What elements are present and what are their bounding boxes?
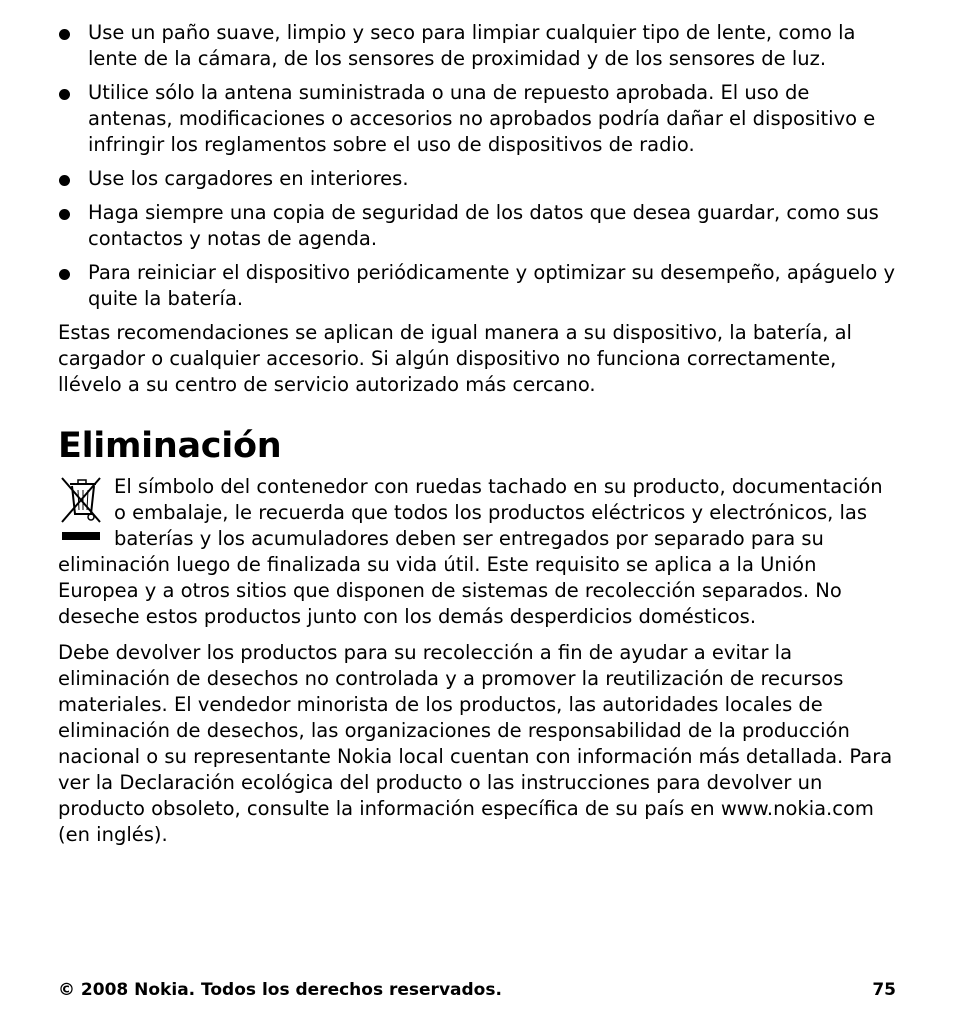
recommendations-paragraph: Estas recomendaciones se aplican de igual manera a su dispositivo, la batería, al cargador o cualquier accesorio. Si algún dispositivo no funciona correctamente, llévelo a su centro de servicio autorizado más cercano. bbox=[58, 321, 852, 396]
list-item bbox=[58, 80, 898, 158]
section-heading: Eliminación bbox=[58, 426, 282, 466]
page-number: 75 bbox=[872, 980, 896, 1000]
bullet-icon bbox=[59, 209, 70, 220]
list-item bbox=[58, 166, 898, 192]
crossed-out-wheeled-bin-icon bbox=[58, 476, 102, 550]
care-tips-list bbox=[58, 20, 898, 312]
list-item-text: Para reiniciar el dispositivo periódicamente y optimizar su desempeño, apáguelo y quite la batería. bbox=[88, 261, 895, 310]
list-item bbox=[58, 260, 898, 312]
bullet-icon bbox=[59, 29, 70, 40]
list-item-text: Utilice sólo la antena suministrada o una de repuesto aprobada. El uso de antenas, modificaciones o accesorios no aprobados podría dañar el dispositivo e infringir los reglamentos sobre el uso de dispositivos de radio. bbox=[88, 81, 876, 156]
weee-paragraph-block bbox=[58, 474, 898, 630]
bullet-icon bbox=[59, 269, 70, 280]
copyright-text: © 2008 Nokia. Todos los derechos reservados. bbox=[58, 980, 502, 1000]
list-item-text: Use los cargadores en interiores. bbox=[88, 167, 409, 190]
page-content bbox=[58, 20, 898, 858]
bullet-icon bbox=[59, 175, 70, 186]
bullet-icon bbox=[59, 89, 70, 100]
return-paragraph: Debe devolver los productos para su recolección a fin de ayudar a evitar la eliminación de desechos no controlada y a promover la reutilización de recursos materiales. El vendedor minorista de los productos, las autoridades locales de eliminación de desechos, las organizaciones de responsabilidad de la producción nacional o su representante Nokia local cuentan con información más detallada. Para ver la Declaración ecológica del producto o las instrucciones para devolver un producto obsoleto, consulte la información específica de su país en www.nokia.com (en inglés). bbox=[58, 641, 893, 846]
list-item-text: Use un paño suave, limpio y seco para limpiar cualquier tipo de lente, como la lente de la cámara, de los sensores de proximidad y de los sensores de luz. bbox=[88, 21, 856, 70]
list-item bbox=[58, 200, 898, 252]
weee-paragraph-text: El símbolo del contenedor con ruedas tachado en su producto, documentación o embalaje, le recuerda que todos los productos eléctricos y electrónicos, las baterías y los acumuladores deben ser entregados por separado para su eliminación luego de finalizada su vida útil. Este requisito se aplica a la Unión Europea y a otros sitios que disponen de sistemas de recolección separados. No deseche estos productos junto con los demás desperdicios domésticos. bbox=[58, 475, 883, 628]
list-item bbox=[58, 20, 898, 72]
list-item-text: Haga siempre una copia de seguridad de los datos que desea guardar, como sus contactos y notas de agenda. bbox=[88, 201, 879, 250]
